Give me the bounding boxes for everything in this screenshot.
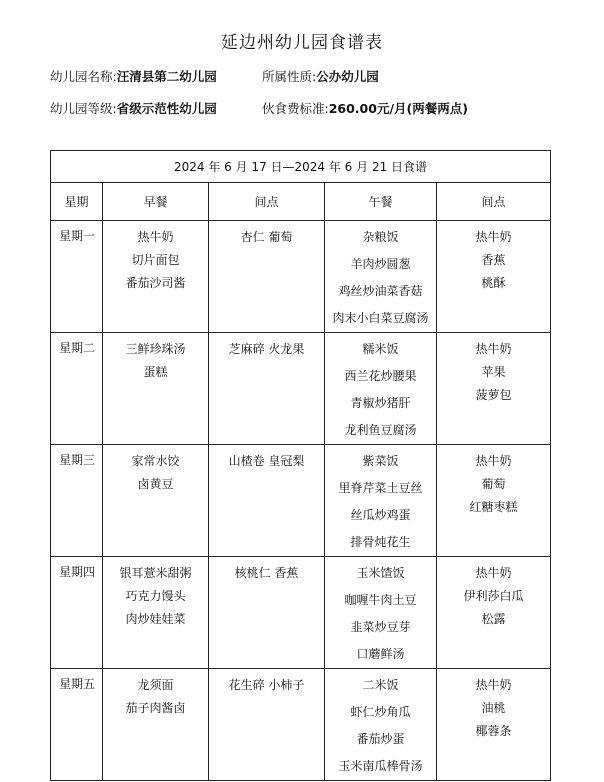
header-lunch: 午餐	[325, 183, 437, 221]
kindergarten-nature-label: 所属性质:	[262, 69, 317, 84]
breakfast-cell	[103, 669, 209, 781]
table-row	[51, 221, 551, 333]
am-snack-cell	[209, 669, 325, 781]
pm-snack-cell	[437, 221, 551, 333]
menu-item: 油桃	[481, 701, 506, 715]
menu-item: 三鲜珍珠汤	[125, 342, 186, 356]
menu-item: 丝瓜炒鸡蛋	[350, 508, 411, 522]
menu-item: 苹果	[481, 365, 506, 379]
pm-snack-cell	[437, 669, 551, 781]
day-label: 星期四	[59, 565, 96, 579]
kindergarten-grade-value: 省级示范性幼儿园	[116, 101, 217, 116]
kindergarten-nature-value: 公办幼儿园	[316, 69, 379, 84]
menu-item: 肉炒娃娃菜	[125, 612, 186, 626]
kindergarten-name	[50, 67, 217, 85]
am-snack-cell	[209, 221, 325, 333]
menu-item: 鸡丝炒油菜香菇	[338, 284, 423, 298]
menu-item: 排骨炖花生	[350, 535, 411, 549]
menu-item: 家常水饺	[131, 454, 180, 468]
menu-item: 热牛奶	[475, 342, 512, 356]
menu-item: 杏仁 葡萄	[240, 230, 293, 244]
pm-snack-cell	[437, 333, 551, 445]
breakfast-cell	[103, 333, 209, 445]
day-label: 星期五	[59, 677, 96, 691]
header-day: 星期	[51, 183, 103, 221]
day-cell	[51, 669, 103, 781]
menu-item: 紫菜饭	[362, 454, 399, 468]
day-label: 星期三	[59, 453, 96, 467]
menu-item: 红糖枣糕	[469, 500, 518, 514]
am-snack-cell	[209, 333, 325, 445]
menu-item: 玉米南瓜棒骨汤	[338, 759, 423, 773]
lunch-cell	[325, 445, 437, 557]
lunch-cell	[325, 669, 437, 781]
meal-fee-value: 260.00元/月(两餐两点)	[328, 101, 468, 116]
menu-item: 番茄沙司酱	[125, 276, 186, 290]
menu-item: 蛋糕	[143, 365, 168, 379]
pm-snack-cell	[437, 557, 551, 669]
menu-item: 口蘑鲜汤	[356, 647, 405, 661]
day-label: 星期二	[59, 341, 96, 355]
lunch-cell	[325, 221, 437, 333]
menu-item: 银耳薏米甜粥	[119, 566, 192, 580]
menu-item: 西兰花炒腰果	[344, 369, 417, 383]
menu-item: 伊利莎白瓜	[463, 589, 524, 603]
breakfast-cell	[103, 221, 209, 333]
menu-item: 韭菜炒豆芽	[350, 620, 411, 634]
menu-item: 里脊芹菜土豆丝	[338, 481, 423, 495]
page-title: 延边州幼儿园食谱表	[221, 33, 383, 53]
menu-item: 芝麻碎 火龙果	[228, 342, 305, 356]
menu-item: 肉末小白菜豆腐汤	[332, 311, 429, 325]
kindergarten-grade-label: 幼儿园等级:	[50, 101, 117, 116]
meal-fee-label: 伙食费标准:	[262, 101, 329, 116]
menu-item: 葡萄	[481, 477, 506, 491]
menu-item: 松露	[481, 612, 506, 626]
table-header-row	[51, 183, 551, 221]
menu-item: 龙须面	[137, 678, 174, 692]
menu-item: 热牛奶	[137, 230, 174, 244]
menu-item: 花生碎 小柿子	[228, 678, 305, 692]
day-cell	[51, 333, 103, 445]
table-row	[51, 669, 551, 781]
menu-item: 羊肉炒圆葱	[350, 257, 411, 271]
am-snack-cell	[209, 445, 325, 557]
menu-item: 咖喱牛肉土豆	[344, 593, 417, 607]
menu-item: 二米饭	[362, 678, 399, 692]
header-am-snack: 间点	[209, 183, 325, 221]
lunch-cell	[325, 333, 437, 445]
menu-item: 椰蓉条	[475, 724, 512, 738]
kindergarten-grade	[50, 99, 217, 117]
menu-item: 虾仁炒角瓜	[350, 705, 411, 719]
header-breakfast: 早餐	[103, 183, 209, 221]
menu-item: 卤黄豆	[137, 477, 174, 491]
kindergarten-name-value: 汪清县第二幼儿园	[116, 69, 217, 84]
menu-table	[50, 150, 551, 781]
kindergarten-name-label: 幼儿园名称:	[50, 69, 117, 84]
table-row	[51, 445, 551, 557]
menu-item: 切片面包	[131, 253, 180, 267]
menu-item: 热牛奶	[475, 566, 512, 580]
menu-item: 巧克力馒头	[125, 589, 186, 603]
table-caption: 2024 年 6 月 17 日—2024 年 6 月 21 日食谱	[51, 151, 551, 183]
table-row	[51, 557, 551, 669]
menu-item: 桃酥	[481, 276, 506, 290]
day-cell	[51, 557, 103, 669]
menu-item: 热牛奶	[475, 230, 512, 244]
kindergarten-nature	[262, 67, 379, 85]
table-row	[51, 333, 551, 445]
am-snack-cell	[209, 557, 325, 669]
menu-item: 杂粮饭	[362, 230, 399, 244]
day-cell	[51, 221, 103, 333]
breakfast-cell	[103, 445, 209, 557]
menu-item: 龙利鱼豆腐汤	[344, 423, 417, 437]
menu-item: 青椒炒猪肝	[350, 396, 411, 410]
header-pm-snack: 间点	[437, 183, 551, 221]
day-label: 星期一	[59, 229, 96, 243]
menu-item: 山楂卷 皇冠梨	[228, 454, 305, 468]
meal-fee	[262, 99, 468, 117]
menu-item: 玉米馇饭	[356, 566, 405, 580]
pm-snack-cell	[437, 445, 551, 557]
menu-item: 热牛奶	[475, 454, 512, 468]
breakfast-cell	[103, 557, 209, 669]
menu-item: 香蕉	[481, 253, 506, 267]
menu-item: 茄子肉酱卤	[125, 701, 186, 715]
menu-item: 热牛奶	[475, 678, 512, 692]
menu-item: 核桃仁 香蕉	[234, 566, 299, 580]
day-cell	[51, 445, 103, 557]
menu-item: 糯米饭	[362, 342, 399, 356]
lunch-cell	[325, 557, 437, 669]
menu-item: 番茄炒蛋	[356, 732, 405, 746]
menu-item: 菠萝包	[475, 388, 512, 402]
